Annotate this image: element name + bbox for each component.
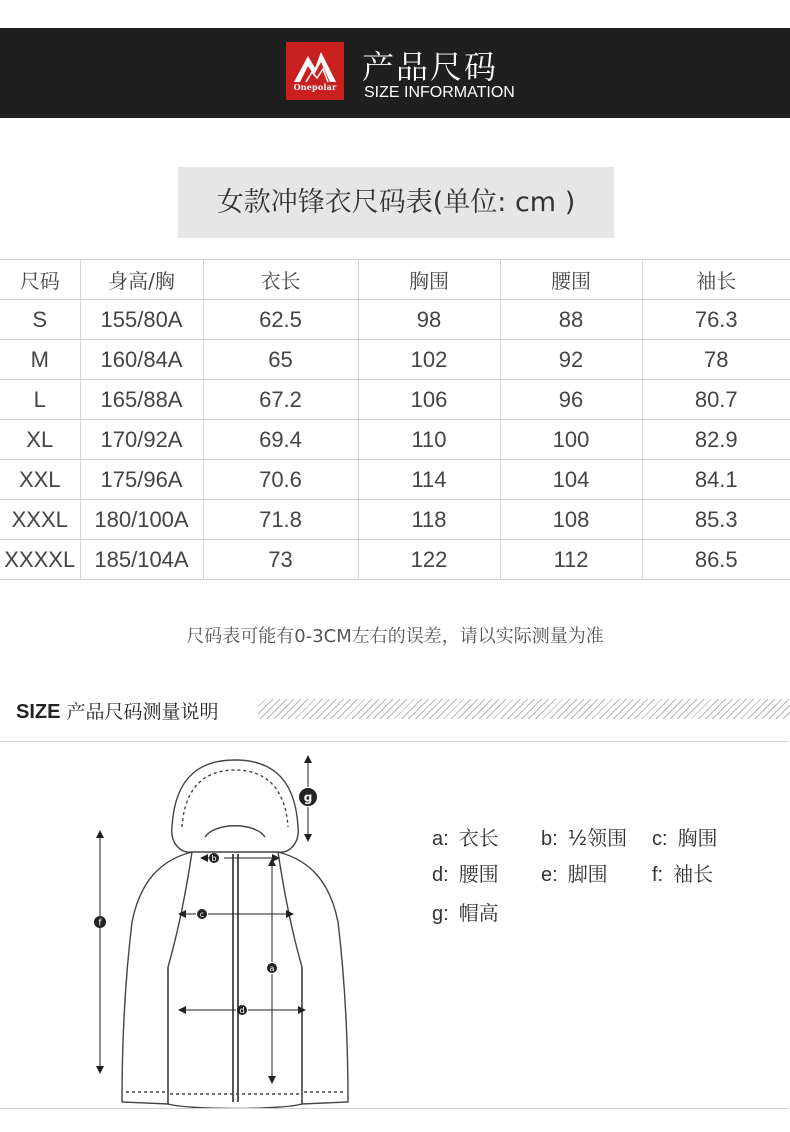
table-header-cell: 袖长 xyxy=(642,260,790,300)
table-cell: 69.4 xyxy=(203,420,358,460)
section-title-cn: 产品尺码测量说明 xyxy=(66,701,219,723)
legend-item-c: c: 胸围 xyxy=(652,826,718,850)
legend-item-f: f: 袖长 xyxy=(652,862,714,886)
table-cell: L xyxy=(0,380,80,420)
table-row xyxy=(0,540,790,580)
table-cell: 185/104A xyxy=(80,540,203,580)
jacket-illustration xyxy=(0,742,788,1108)
legend-item-b: b: ½领围 xyxy=(541,826,628,850)
table-header-cell: 胸围 xyxy=(358,260,500,300)
table-cell: 114 xyxy=(358,460,500,500)
table-cell: 65 xyxy=(203,340,358,380)
table-cell: 96 xyxy=(500,380,642,420)
table-cell: 71.8 xyxy=(203,500,358,540)
table-cell: 100 xyxy=(500,420,642,460)
marker-d-label: d xyxy=(239,1006,245,1015)
table-cell: 62.5 xyxy=(203,300,358,340)
table-cell: 112 xyxy=(500,540,642,580)
table-cell: 76.3 xyxy=(642,300,790,340)
logo-text: Onepolar xyxy=(293,82,337,92)
table-cell: 180/100A xyxy=(80,500,203,540)
table-cell: 106 xyxy=(358,380,500,420)
table-cell: 80.7 xyxy=(642,380,790,420)
table-cell: 86.5 xyxy=(642,540,790,580)
marker-b xyxy=(202,853,278,863)
table-title-box xyxy=(178,167,614,238)
table-cell: XXXXL xyxy=(0,540,80,580)
table-cell: M xyxy=(0,340,80,380)
table-cell: 155/80A xyxy=(80,300,203,340)
header-title-en: SIZE INFORMATION xyxy=(364,84,515,101)
table-header-cell: 身高/胸 xyxy=(80,260,203,300)
table-row xyxy=(0,420,790,460)
marker-c xyxy=(180,909,292,919)
header-title-cn: 产品尺码 xyxy=(362,48,499,86)
table-cell: 104 xyxy=(500,460,642,500)
table-header-cell: 尺码 xyxy=(0,260,80,300)
table-cell: 88 xyxy=(500,300,642,340)
table-cell: 108 xyxy=(500,500,642,540)
table-cell: 78 xyxy=(642,340,790,380)
jacket-outline xyxy=(122,760,348,1108)
table-cell: 118 xyxy=(358,500,500,540)
table-row xyxy=(0,340,790,380)
legend-item-g: g: 帽高 xyxy=(432,901,499,925)
table-header-cell: 衣长 xyxy=(203,260,358,300)
marker-a xyxy=(267,860,277,1082)
table-row xyxy=(0,460,790,500)
hatch-divider xyxy=(258,699,790,719)
table-row xyxy=(0,500,790,540)
marker-g-label: g xyxy=(303,790,313,805)
measurement-diagram xyxy=(0,741,788,1109)
table-cell: S xyxy=(0,300,80,340)
table-cell: 73 xyxy=(203,540,358,580)
marker-g xyxy=(299,757,317,840)
marker-c-label: c xyxy=(199,910,205,919)
marker-f xyxy=(94,832,106,1072)
table-header-row xyxy=(0,260,790,300)
brand-logo xyxy=(286,42,344,100)
marker-d xyxy=(180,1005,304,1015)
legend-item-d: d: 腰围 xyxy=(432,862,499,886)
table-cell: 70.6 xyxy=(203,460,358,500)
size-table xyxy=(0,259,790,580)
legend-item-e: e: 脚围 xyxy=(541,862,608,886)
table-cell: 85.3 xyxy=(642,500,790,540)
section-title-en: SIZE xyxy=(16,701,61,723)
table-cell: 160/84A xyxy=(80,340,203,380)
table-cell: 122 xyxy=(358,540,500,580)
measure-section-title xyxy=(16,697,219,724)
table-cell: 67.2 xyxy=(203,380,358,420)
table-cell: 110 xyxy=(358,420,500,460)
table-cell: XXXL xyxy=(0,500,80,540)
tolerance-note: 尺码表可能有0-3CM左右的误差，请以实际测量为准 xyxy=(186,626,604,647)
table-cell: 175/96A xyxy=(80,460,203,500)
header-banner xyxy=(0,28,790,118)
table-row xyxy=(0,300,790,340)
table-cell: 92 xyxy=(500,340,642,380)
table-cell: XL xyxy=(0,420,80,460)
table-cell: 170/92A xyxy=(80,420,203,460)
table-header-cell: 腰围 xyxy=(500,260,642,300)
marker-a-label: a xyxy=(269,964,275,973)
table-row xyxy=(0,380,790,420)
table-title: 女款冲锋衣尺码表(单位: cm ) xyxy=(216,187,576,218)
table-cell: 98 xyxy=(358,300,500,340)
table-cell: XXL xyxy=(0,460,80,500)
table-cell: 102 xyxy=(358,340,500,380)
marker-f-label: f xyxy=(98,918,102,929)
marker-b-label: b xyxy=(211,854,217,863)
table-cell: 84.1 xyxy=(642,460,790,500)
table-cell: 165/88A xyxy=(80,380,203,420)
legend-item-a: a: 衣长 xyxy=(432,826,499,850)
table-cell: 82.9 xyxy=(642,420,790,460)
